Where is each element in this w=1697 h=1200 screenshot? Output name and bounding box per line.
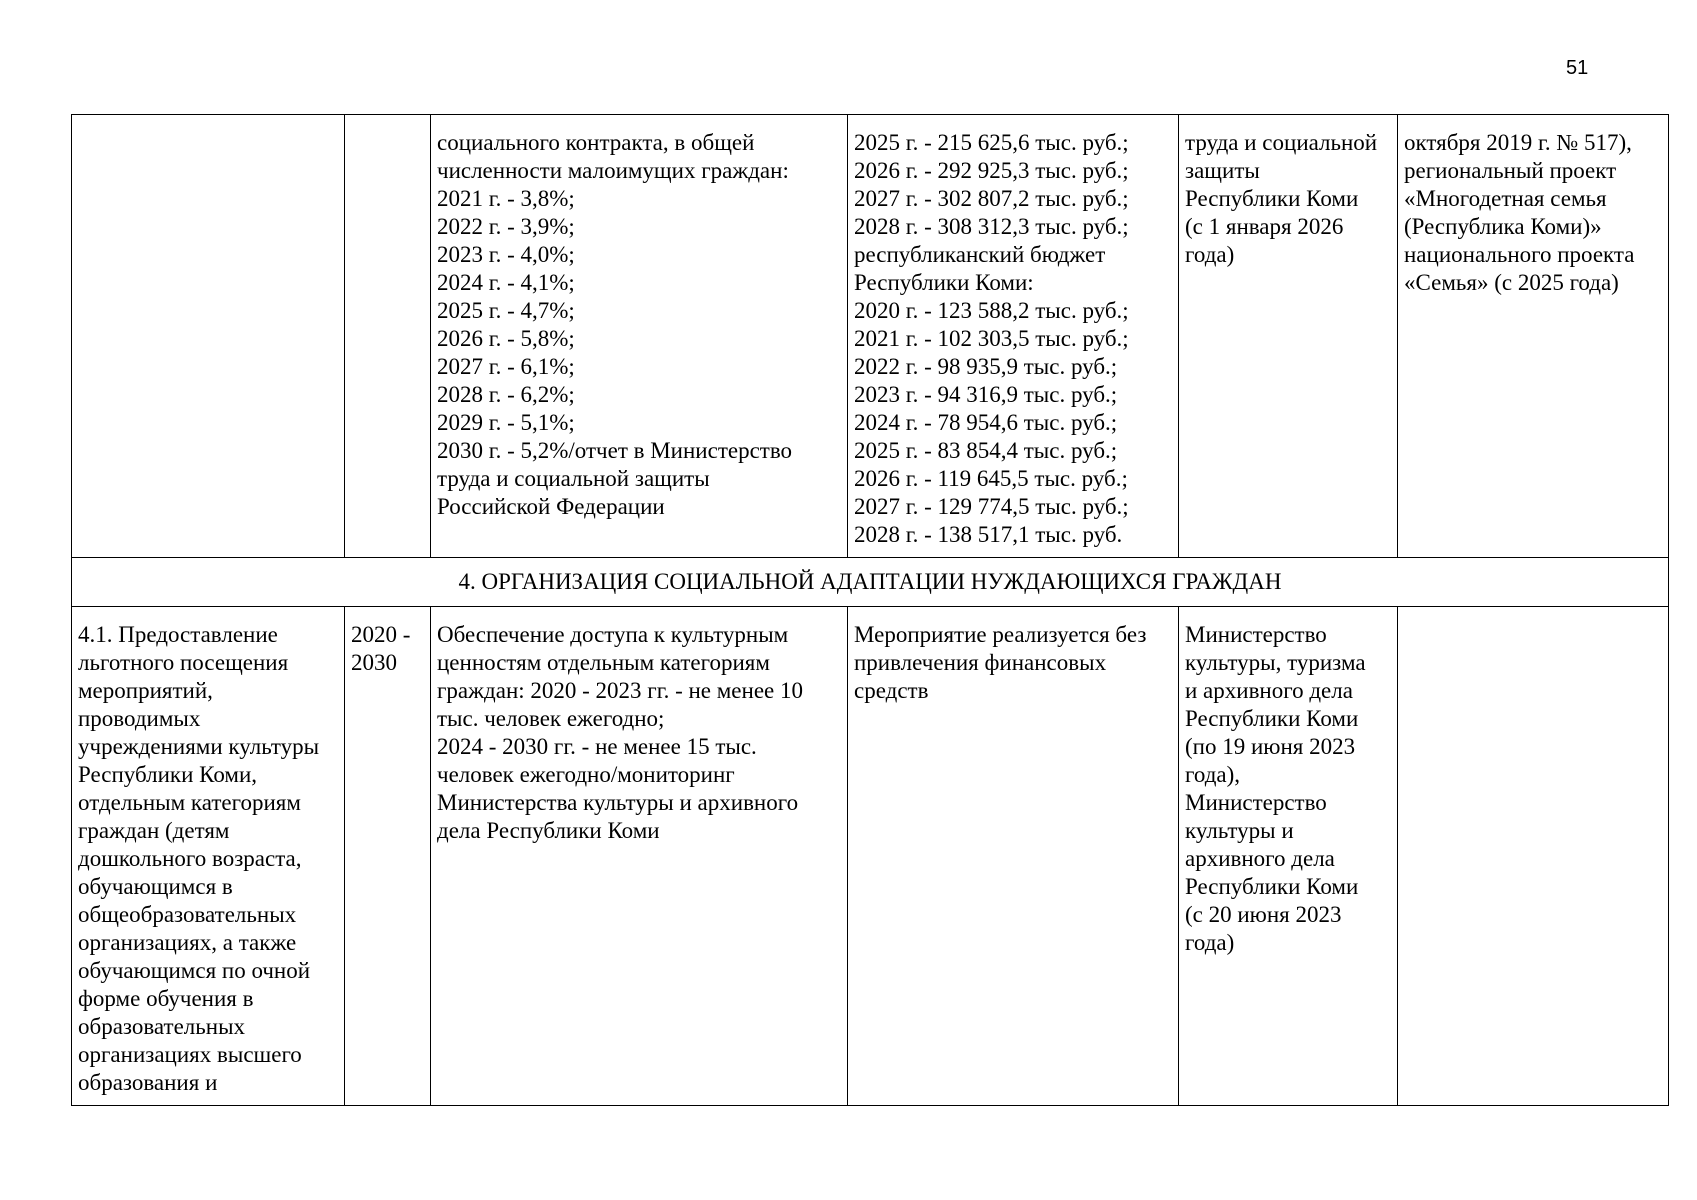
responsible-line: (с 1 января 2026 bbox=[1185, 214, 1344, 239]
measure-name-line: учреждениями культуры bbox=[78, 734, 320, 759]
responsible-cell bbox=[1179, 607, 1398, 1106]
measure-name-line: обучающимся в bbox=[78, 874, 233, 899]
indicator-line: Министерства культуры и архивного bbox=[437, 790, 799, 815]
financing-line: 2023 г. - 94 316,9 тыс. руб.; bbox=[854, 382, 1118, 407]
measures-table bbox=[71, 114, 1669, 1106]
financing-line: 2027 г. - 129 774,5 тыс. руб.; bbox=[854, 494, 1129, 519]
measure-name-line: Республики Коми, bbox=[78, 762, 258, 787]
indicator-line: 2023 г. - 4,0%; bbox=[437, 242, 575, 267]
responsible-line: культуры, туризма bbox=[1185, 650, 1366, 675]
link-line: национального проекта bbox=[1404, 242, 1635, 267]
financing-line: Республики Коми: bbox=[854, 270, 1034, 295]
indicator-line: 2021 г. - 3,8%; bbox=[437, 186, 575, 211]
responsible-line: Республики Коми bbox=[1185, 706, 1359, 731]
indicator-line: граждан: 2020 - 2023 гг. - не менее 10 bbox=[437, 678, 803, 703]
indicator-line: 2022 г. - 3,9%; bbox=[437, 214, 575, 239]
table-row bbox=[72, 607, 1669, 1106]
indicator-line: тыс. человек ежегодно; bbox=[437, 706, 665, 731]
measure-name-line: мероприятий, bbox=[78, 678, 213, 703]
link-line: (Республика Коми)» bbox=[1404, 214, 1602, 239]
financing-line: 2027 г. - 302 807,2 тыс. руб.; bbox=[854, 186, 1129, 211]
indicator-line: Обеспечение доступа к культурным bbox=[437, 622, 789, 647]
responsible-cell bbox=[1179, 115, 1398, 558]
indicator-line: 2026 г. - 5,8%; bbox=[437, 326, 575, 351]
measure-name-line: общеобразовательных bbox=[78, 902, 297, 927]
responsible-line: года) bbox=[1185, 242, 1235, 267]
responsible-line: труда и социальной bbox=[1185, 130, 1378, 155]
financing-line: средств bbox=[854, 678, 929, 703]
link-line: «Семья» (с 2025 года) bbox=[1404, 270, 1619, 295]
responsible-line: Республики Коми bbox=[1185, 874, 1359, 899]
section-heading: 4. ОРГАНИЗАЦИЯ СОЦИАЛЬНОЙ АДАПТАЦИИ НУЖДАЮЩИХСЯ ГРАЖДАН bbox=[72, 558, 1669, 607]
responsible-line: архивного дела bbox=[1185, 846, 1335, 871]
financing-line: Мероприятие реализуется без bbox=[854, 622, 1147, 647]
responsible-line: (с 20 июня 2023 bbox=[1185, 902, 1342, 927]
link-line: «Многодетная семья bbox=[1404, 186, 1607, 211]
indicator-line: численности малоимущих граждан: bbox=[437, 158, 789, 183]
measure-name-line: образовательных bbox=[78, 1014, 246, 1039]
responsible-line: Министерство bbox=[1185, 622, 1327, 647]
financing-line: 2028 г. - 138 517,1 тыс. руб. bbox=[854, 522, 1123, 547]
period-cell bbox=[345, 115, 431, 558]
indicator-line: 2028 г. - 6,2%; bbox=[437, 382, 575, 407]
financing-line: 2026 г. - 292 925,3 тыс. руб.; bbox=[854, 158, 1129, 183]
indicator-cell bbox=[431, 115, 848, 558]
financing-line: 2022 г. - 98 935,9 тыс. руб.; bbox=[854, 354, 1118, 379]
indicator-line: дела Республики Коми bbox=[437, 818, 660, 843]
measure-name-line: организациях, а также bbox=[78, 930, 297, 955]
measure-name-cell bbox=[72, 115, 345, 558]
measure-name-line: организациях высшего bbox=[78, 1042, 302, 1067]
measure-name-line: проводимых bbox=[78, 706, 201, 731]
indicator-line: 2025 г. - 4,7%; bbox=[437, 298, 575, 323]
measure-name-line: дошкольного возраста, bbox=[78, 846, 302, 871]
financing-cell bbox=[848, 607, 1179, 1106]
measure-name-line: форме обучения в bbox=[78, 986, 254, 1011]
financing-line: 2025 г. - 215 625,6 тыс. руб.; bbox=[854, 130, 1129, 155]
link-cell bbox=[1398, 607, 1669, 1106]
indicator-line: социального контракта, в общей bbox=[437, 130, 755, 155]
financing-line: привлечения финансовых bbox=[854, 650, 1107, 675]
financing-line: 2024 г. - 78 954,6 тыс. руб.; bbox=[854, 410, 1118, 435]
indicator-line: труда и социальной защиты bbox=[437, 466, 710, 491]
measure-name-line: граждан (детям bbox=[78, 818, 230, 843]
measure-name-cell bbox=[72, 607, 345, 1106]
financing-line: республиканский бюджет bbox=[854, 242, 1106, 267]
financing-line: 2025 г. - 83 854,4 тыс. руб.; bbox=[854, 438, 1118, 463]
table-row bbox=[72, 115, 1669, 558]
period-line: 2030 bbox=[351, 650, 397, 675]
responsible-line: защиты bbox=[1185, 158, 1260, 183]
indicator-line: Российской Федерации bbox=[437, 494, 665, 519]
indicator-line: 2030 г. - 5,2%/отчет в Министерство bbox=[437, 438, 793, 463]
financing-line: 2026 г. - 119 645,5 тыс. руб.; bbox=[854, 466, 1128, 491]
period-cell bbox=[345, 607, 431, 1106]
responsible-line: года), bbox=[1185, 762, 1241, 787]
link-cell bbox=[1398, 115, 1669, 558]
indicator-line: 2029 г. - 5,1%; bbox=[437, 410, 575, 435]
indicator-line: 2024 - 2030 гг. - не менее 15 тыс. bbox=[437, 734, 757, 759]
responsible-line: культуры и bbox=[1185, 818, 1294, 843]
measure-name-line: образования и bbox=[78, 1070, 218, 1095]
financing-line: 2020 г. - 123 588,2 тыс. руб.; bbox=[854, 298, 1129, 323]
indicator-cell bbox=[431, 607, 848, 1106]
measure-name-line: отдельным категориям bbox=[78, 790, 301, 815]
indicator-line: 2027 г. - 6,1%; bbox=[437, 354, 575, 379]
period-line: 2020 - bbox=[351, 622, 411, 647]
responsible-line: Министерство bbox=[1185, 790, 1327, 815]
link-line: октября 2019 г. № 517), bbox=[1404, 130, 1632, 155]
indicator-line: ценностям отдельным категориям bbox=[437, 650, 770, 675]
responsible-line: и архивного дела bbox=[1185, 678, 1353, 703]
financing-line: 2028 г. - 308 312,3 тыс. руб.; bbox=[854, 214, 1129, 239]
responsible-line: Республики Коми bbox=[1185, 186, 1359, 211]
financing-line: 2021 г. - 102 303,5 тыс. руб.; bbox=[854, 326, 1129, 351]
responsible-line: года) bbox=[1185, 930, 1235, 955]
financing-cell bbox=[848, 115, 1179, 558]
responsible-line: (по 19 июня 2023 bbox=[1185, 734, 1356, 759]
measure-name-line: 4.1. Предоставление bbox=[78, 622, 278, 647]
indicator-line: человек ежегодно/мониторинг bbox=[437, 762, 735, 787]
indicator-line: 2024 г. - 4,1%; bbox=[437, 270, 575, 295]
link-line: региональный проект bbox=[1404, 158, 1617, 183]
section-heading-row bbox=[72, 558, 1669, 607]
page-number: 51 bbox=[1566, 57, 1589, 79]
measure-name-line: льготного посещения bbox=[78, 650, 289, 675]
measure-name-line: обучающимся по очной bbox=[78, 958, 311, 983]
